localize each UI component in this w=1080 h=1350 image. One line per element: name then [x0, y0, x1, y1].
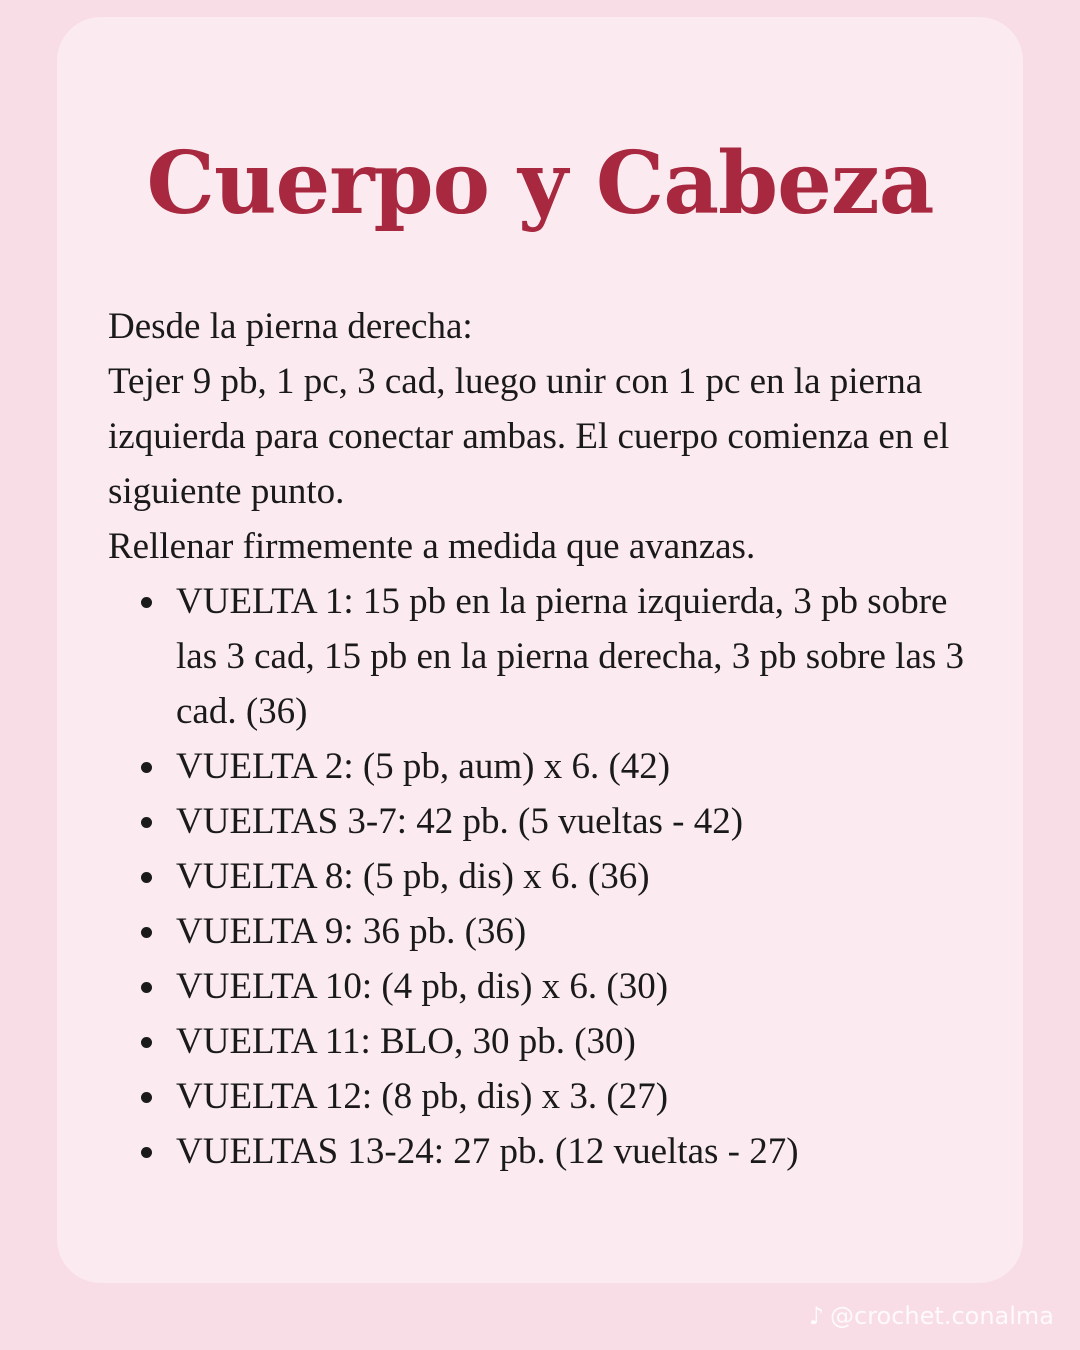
bullet-icon — [141, 817, 152, 828]
bullet-icon — [141, 1147, 152, 1158]
intro-line: Rellenar firmemente a medida que avanzas. — [108, 526, 756, 567]
bullet-icon — [141, 1037, 152, 1048]
bullet-icon — [141, 1092, 152, 1103]
watermark-handle: @crochet.conalma — [830, 1302, 1054, 1330]
bullet-icon — [141, 762, 152, 773]
pattern-card — [57, 17, 1023, 1283]
list-item — [176, 1124, 988, 1179]
list-item — [176, 904, 988, 959]
round-text: VUELTA 12: (8 pb, dis) x 3. (27) — [176, 1076, 669, 1117]
list-item — [176, 739, 988, 794]
bullet-icon — [141, 927, 152, 938]
list-item — [176, 574, 988, 739]
rounds-list — [108, 574, 988, 1179]
list-item — [176, 959, 988, 1014]
bullet-icon — [141, 982, 152, 993]
round-text: VUELTA 2: (5 pb, aum) x 6. (42) — [176, 746, 671, 787]
pattern-body — [108, 299, 988, 1179]
watermark — [809, 1296, 1054, 1336]
bullet-icon — [141, 872, 152, 883]
list-item — [176, 794, 988, 849]
round-text: VUELTA 1: 15 pb en la pierna izquierda, 3 pb sobre las 3 cad, 15 pb en la pierna derecha, 3 pb sobre las 3 cad. (36) — [176, 581, 965, 732]
intro-line: Desde la pierna derecha: — [108, 306, 473, 347]
list-item — [176, 1069, 988, 1124]
intro-line: Tejer 9 pb, 1 pc, 3 cad, luego unir con 1 pc en la pierna izquierda para conectar ambas. El cuerpo comienza en el siguiente punto. — [108, 361, 950, 512]
list-item — [176, 1014, 988, 1069]
round-text: VUELTAS 3-7: 42 pb. (5 vueltas - 42) — [176, 801, 744, 842]
round-text: VUELTA 10: (4 pb, dis) x 6. (30) — [176, 966, 669, 1007]
round-text: VUELTA 11: BLO, 30 pb. (30) — [176, 1021, 636, 1062]
round-text: VUELTA 8: (5 pb, dis) x 6. (36) — [176, 856, 650, 897]
bullet-icon — [141, 597, 152, 608]
round-text: VUELTA 9: 36 pb. (36) — [176, 911, 527, 952]
list-item — [176, 849, 988, 904]
round-text: VUELTAS 13-24: 27 pb. (12 vueltas - 27) — [176, 1131, 799, 1172]
intro-text — [108, 299, 988, 574]
page-title: Cuerpo y Cabeza — [146, 133, 934, 234]
tiktok-icon: ♪ — [808, 1302, 825, 1330]
